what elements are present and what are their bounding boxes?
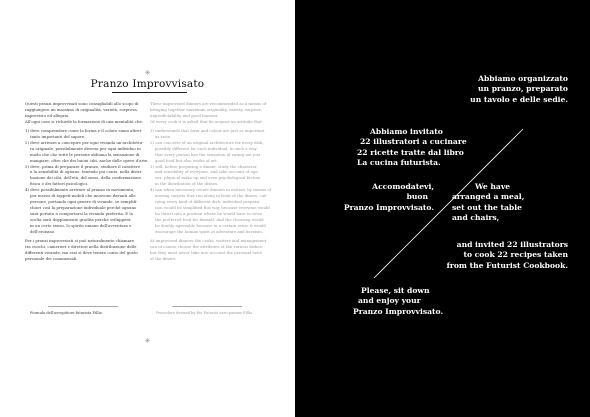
right-page	[295, 0, 590, 417]
text-line: can of course choose the attributes of the various dishes,	[150, 243, 263, 249]
text-line: 1) understands that form and colour are just as important	[150, 127, 265, 133]
text-line: unpredictability and good humour.	[150, 112, 219, 118]
text-line: sex, physical make-up and even psychological factors	[155, 175, 261, 181]
text-line: moving carpets that run along in front of the diners, car-	[155, 193, 268, 199]
text-line: scelta sarà doppiamente gradita perché svilupperà	[30, 217, 131, 223]
text-line: These improvised dinners are recommended as a means of	[150, 101, 267, 106]
text-line: fisica e dei fattori psicologici.	[30, 181, 89, 187]
text-line: bringing together maximum originality, variety, surprise,	[150, 106, 263, 112]
text-line: differenti vivande, ma essi si deve tenere conto del gusto	[25, 249, 138, 255]
text-block-welcome-it	[344, 182, 434, 213]
text-line: personale dei commensali.	[25, 255, 78, 261]
text-line: Abbiamo organizzato	[478, 74, 568, 83]
text-line: the preferred food for himself. And the choosing would	[155, 217, 264, 223]
text-line: 4) deve possibilmente arrivare al pranzo in movimento,	[25, 187, 135, 193]
diagonal-slash-divider	[295, 0, 590, 417]
text-line: to cook 22 recipes taken	[463, 250, 568, 260]
text-block-illustrators-it	[357, 127, 467, 168]
asterisk-ornament-icon: ✳︎	[144, 69, 151, 77]
title-underline	[112, 92, 187, 93]
text-line: as taste.	[155, 133, 172, 139]
english-column	[150, 101, 272, 265]
text-line: from the Futurist Cookbook.	[446, 260, 568, 270]
text-line: encourage the human spirit of adventure and heroism.	[155, 229, 264, 235]
text-line: dell'eroismo.	[30, 229, 56, 235]
text-line: e la sensibilità di ognuno, tenendo poi conto, nella distri-	[30, 169, 143, 175]
text-line: La cucina futurista.	[357, 157, 441, 167]
english-closing	[150, 238, 265, 262]
english-intro	[150, 101, 265, 125]
italian-column	[25, 101, 149, 265]
text-line: modo che che tutte le persone abbiano la sensazione di	[30, 151, 140, 157]
text-line: rying every kind of different dish: individual prepara-	[155, 199, 261, 205]
text-line: raggiungere un massimo di originalità, varietà, sorpresa,	[25, 106, 138, 112]
signature-english: Procedure devised by the Futurist aero-painter Fillia	[156, 311, 253, 315]
text-line: Questi pranzi improvvisati sono consigliabili allo scopo di	[25, 101, 139, 106]
text-line: be thrust into a position where he would have to seize	[155, 211, 263, 217]
text-line: 4) can when necessary create dinners in motion, by means of	[150, 187, 272, 193]
text-block-enjoy-en	[353, 286, 443, 317]
signature-rule-english	[172, 306, 242, 307]
text-line: tra cuochi, camerieri e direttori nella distribuzione delle	[25, 243, 137, 249]
text-line: in un certo senso, lo spirito umano dell'avventura e	[30, 223, 132, 229]
page-title: Pranzo Improvvisato	[90, 78, 205, 90]
signature-italian: Formula dell'aeropittore futurista Fillia	[30, 311, 102, 315]
english-points	[150, 127, 272, 235]
italian-closing	[25, 238, 140, 262]
text-line: but they must never take into account the personal taste	[150, 249, 263, 255]
text-block-invite-it	[470, 74, 568, 105]
text-line: un pranzo, preparato	[478, 84, 568, 94]
signature-rule-italian	[48, 306, 118, 307]
text-line: of the diners.	[150, 255, 177, 261]
italian-points	[25, 127, 149, 235]
text-line: chiori così la preparazione individuale perché ognuno	[30, 205, 137, 211]
text-line: persone, portando ogni genere di vivande, se semplifi-	[30, 199, 138, 205]
text-line: and invited 22 illustrators	[456, 240, 568, 249]
text-line: tanto importanti del sapore.	[30, 133, 86, 139]
text-line: in the distribution of the dishes.	[155, 181, 219, 187]
text-line: ra originale, possibilmente diversa per ogni individuo in	[30, 145, 141, 151]
text-line: and chairs,	[452, 212, 500, 222]
text-line: 22 illustratori a cucinare	[360, 137, 467, 147]
text-line: 22 ricette tratte dal libro	[357, 147, 464, 157]
text-line: We have	[475, 182, 511, 191]
text-line: 1) deve comprendere come la forma e il colore siano altret-	[25, 127, 143, 133]
text-block-invited-en	[447, 240, 568, 271]
text-line: Pranzo Improvvisato.	[353, 306, 444, 316]
text-line: possibly different for each individual, in such a way	[155, 145, 257, 151]
text-line: imprevisto ed allegria.	[25, 112, 70, 118]
text-line: 3) deve, prima di preparare il pranzo, studiare il carattere	[25, 163, 141, 169]
text-line: per mezzo di tappeti-mobili che muovono davanti alle	[30, 193, 136, 199]
text-line: All'ogni caso si richiede la formazione di una mentalità che:	[25, 118, 144, 124]
text-line: Please, sit down	[361, 286, 430, 295]
text-line: that every person has the sensation of eating not just	[155, 151, 261, 157]
text-line: buon	[406, 192, 428, 202]
text-line: and enjoy your	[358, 296, 421, 306]
asterisk-ornament-icon: ✳︎	[144, 337, 151, 345]
text-line: good food but also works of art.	[155, 157, 218, 163]
text-line: set out the table	[452, 202, 522, 212]
text-line: Pranzo Improvvisato.	[343, 202, 434, 212]
text-line: buzione dei cibi, dell'età, del sesso, della conformazione	[30, 175, 141, 181]
text-line: be doubly agreeable because in a certain sense it would	[155, 223, 266, 229]
text-line: Accomodatevi,	[372, 182, 434, 191]
text-line: Per i pranzi improvvisati si può naturalmente chiamare	[25, 237, 135, 243]
text-line: 2) deve arrivare a concepire per ogni vivanda un'architettu-	[25, 139, 144, 145]
text-line: and sensibility of everyone, and take account of age,	[155, 169, 259, 175]
text-line: mangiare, oltre che dei buoni cibi, anche delle opere d'arte.	[30, 157, 149, 163]
italian-intro	[25, 101, 144, 125]
text-line: Of every cook it is asked that he acquire an attitude that:	[150, 118, 264, 124]
text-line: arranged a meal,	[452, 192, 525, 202]
text-line: tion would be simplified this way because everyone would	[155, 205, 270, 211]
text-line: 2) can conceive of an original architecture for every dish,	[150, 139, 264, 145]
text-line: At improvised dinners the cooks, waiters and management	[150, 237, 267, 243]
text-line: 3) will, before preparing a dinner, study the character	[150, 163, 257, 169]
text-line: sarà portato a comportarsi la vivanda preferita. E la	[30, 211, 133, 217]
text-line: Abbiamo invitato	[370, 127, 443, 136]
text-block-arranged-en	[452, 182, 524, 223]
text-line: un tavolo e delle sedie.	[470, 94, 568, 104]
